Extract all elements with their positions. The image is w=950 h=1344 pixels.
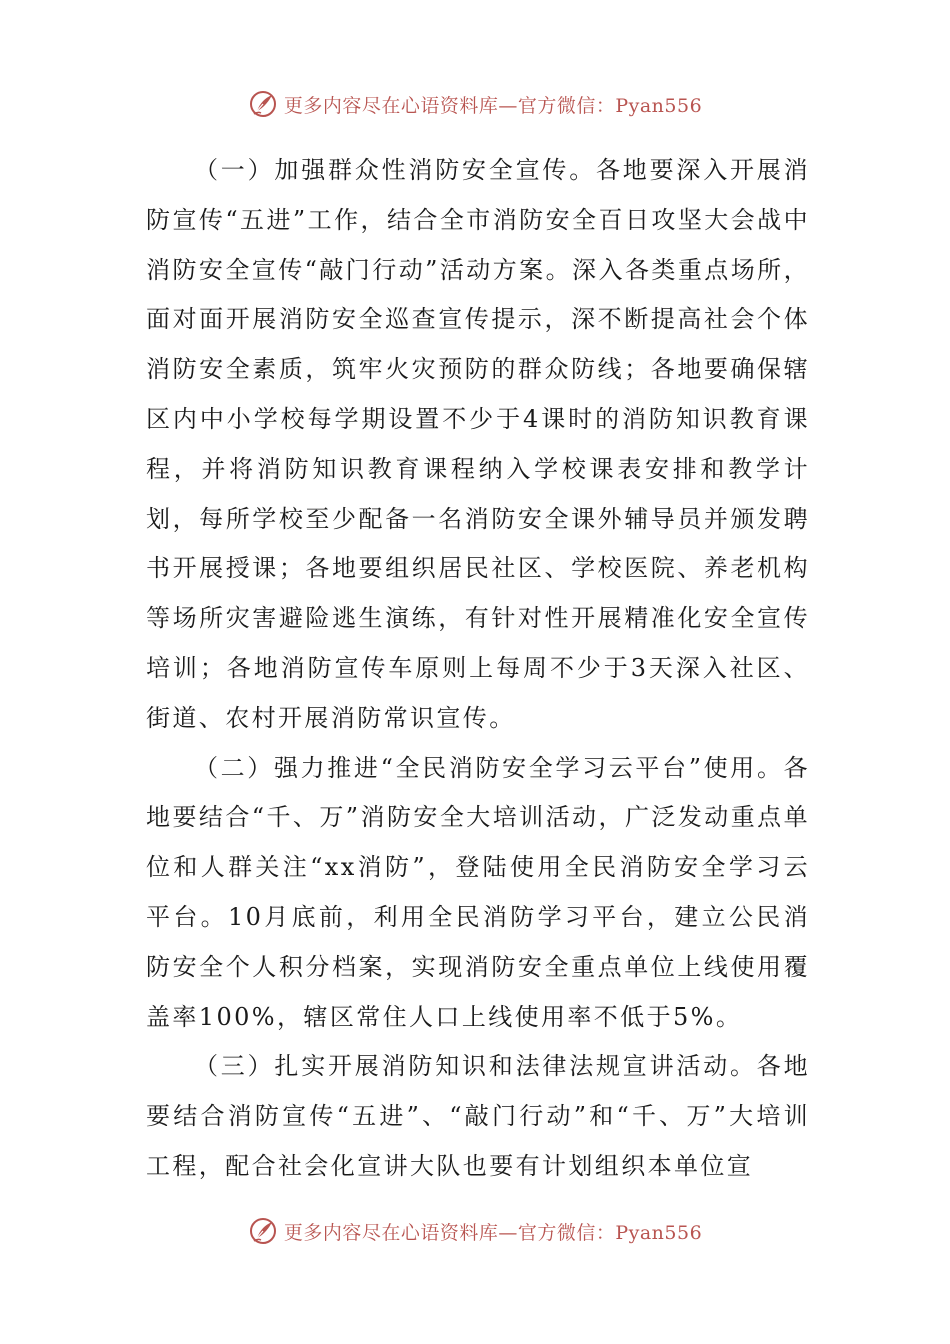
footer-banner-text: 更多内容尽在心语资料库—官方微信：Pyan556 bbox=[283, 1221, 703, 1244]
quill-logo-icon bbox=[248, 89, 278, 119]
header-banner bbox=[0, 84, 950, 124]
paragraph-1: （一）加强群众性消防安全宣传。各地要深入开展消防宣传“五进”工作，结合全市消防安全百日攻坚大会战中消防安全宣传“敲门行动”活动方案。深入各类重点场所，面对面开展消防安全巡查宣传提示，深不断提高社会个体消防安全素质，筑牢火灾预防的群众防线；各地要确保辖区内中小学校每学期设置不少于4课时的消防知识教育课程，并将消防知识教育课程纳入学校课表安排和教学计划，每所学校至少配备一名消防安全课外辅导员并颁发聘书开展授课；各地要组织居民社区、学校医院、养老机构等场所灾害避险逃生演练，有针对性开展精准化安全宣传培训；各地消防宣传车原则上每周不少于3天深入社区、街道、农村开展消防常识宣传。 bbox=[146, 156, 810, 732]
header-banner-text: 更多内容尽在心语资料库—官方微信：Pyan556 bbox=[283, 94, 703, 117]
paragraph-2: （二）强力推进“全民消防安全学习云平台”使用。各地要结合“千、万”消防安全大培训活动，广泛发动重点单位和人群关注“xx消防”，登陆使用全民消防安全学习云平台。10月底前，利用全民消防学习平台，建立公民消防安全个人积分档案，实现消防安全重点单位上线使用覆盖率100%，辖区常住人口上线使用率不低于5%。 bbox=[146, 753, 810, 1031]
footer-banner bbox=[0, 1211, 950, 1251]
document-body bbox=[146, 146, 810, 1192]
quill-logo-icon bbox=[248, 1216, 278, 1246]
paragraph-3: （三）扎实开展消防知识和法律法规宣讲活动。各地要结合消防宣传“五进”、“敲门行动”和“千、万”大培训工程，配合社会化宣讲大队也要有计划组织本单位宣 bbox=[146, 1052, 810, 1180]
